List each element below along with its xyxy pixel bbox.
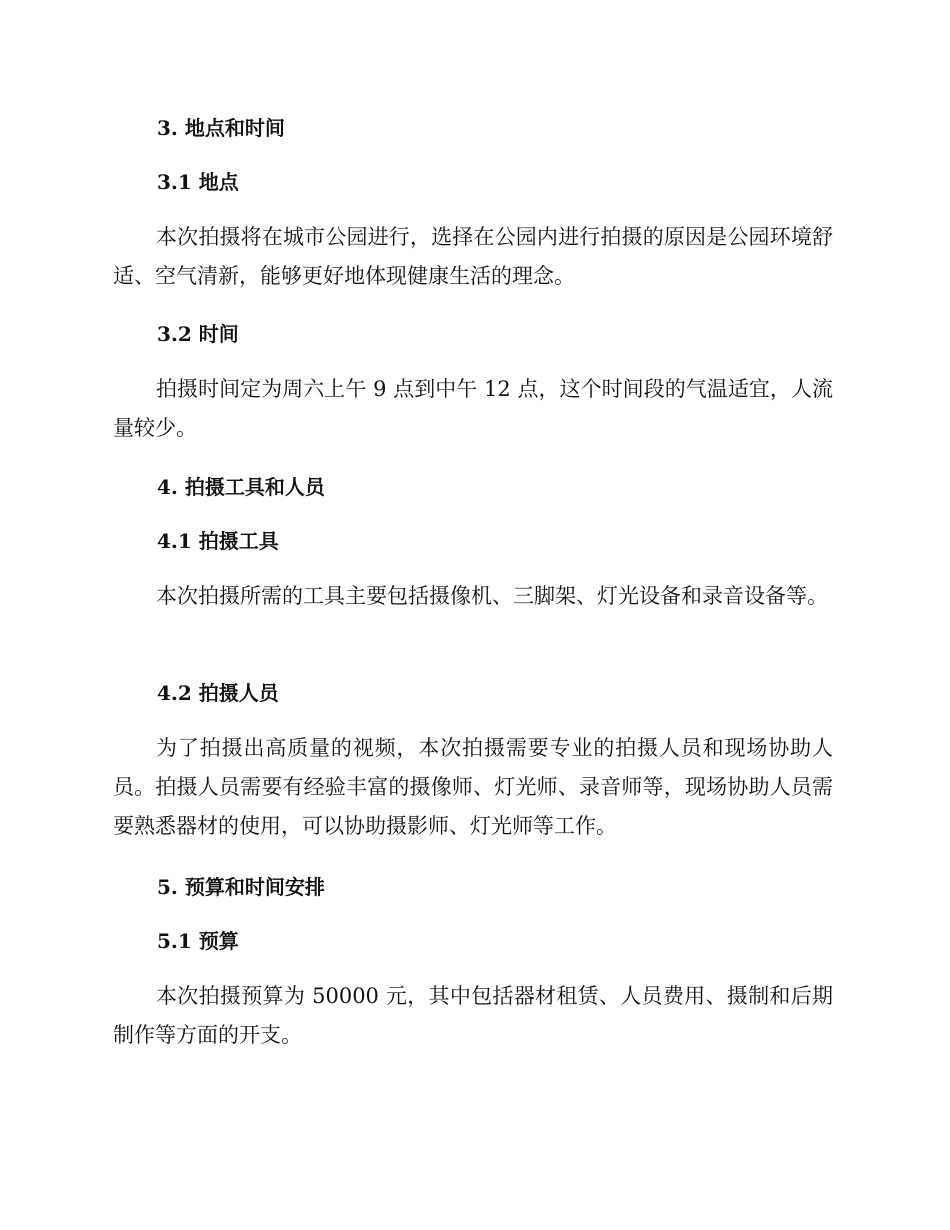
- subsection-heading-4-1: 4.1 拍摄工具: [157, 529, 279, 553]
- section-heading-4: 4. 拍摄工具和人员: [157, 475, 325, 499]
- subsection-heading-5-1: 5.1 预算: [157, 929, 239, 953]
- section-heading-3: 3. 地点和时间: [157, 116, 285, 140]
- paragraph-tools: 本次拍摄所需的工具主要包括摄像机、三脚架、灯光设备和录音设备等。: [156, 584, 828, 608]
- subsection-heading-3-2: 3.2 时间: [157, 322, 239, 346]
- paragraph-staff: 为了拍摄出高质量的视频，本次拍摄需要专业的拍摄人员和现场协助人员。拍摄人员需要有经验丰富的摄像师、灯光师、录音师等，现场协助人员需要熟悉器材的使用，可以协助摄影师、灯光师等工作。: [113, 736, 833, 838]
- subsection-heading-4-2: 4.2 拍摄人员: [157, 681, 279, 705]
- section-heading-5: 5. 预算和时间安排: [157, 875, 325, 899]
- paragraph-time: 拍摄时间定为周六上午 9 点到中午 12 点，这个时间段的气温适宜，人流量较少。: [113, 377, 833, 440]
- paragraph-location: 本次拍摄将在城市公园进行，选择在公园内进行拍摄的原因是公园环境舒适、空气清新，能够更好地体现健康生活的理念。: [113, 225, 833, 288]
- paragraph-budget: 本次拍摄预算为 50000 元，其中包括器材租赁、人员费用、摄制和后期制作等方面的开支。: [113, 984, 833, 1047]
- subsection-heading-3-1: 3.1 地点: [157, 170, 239, 194]
